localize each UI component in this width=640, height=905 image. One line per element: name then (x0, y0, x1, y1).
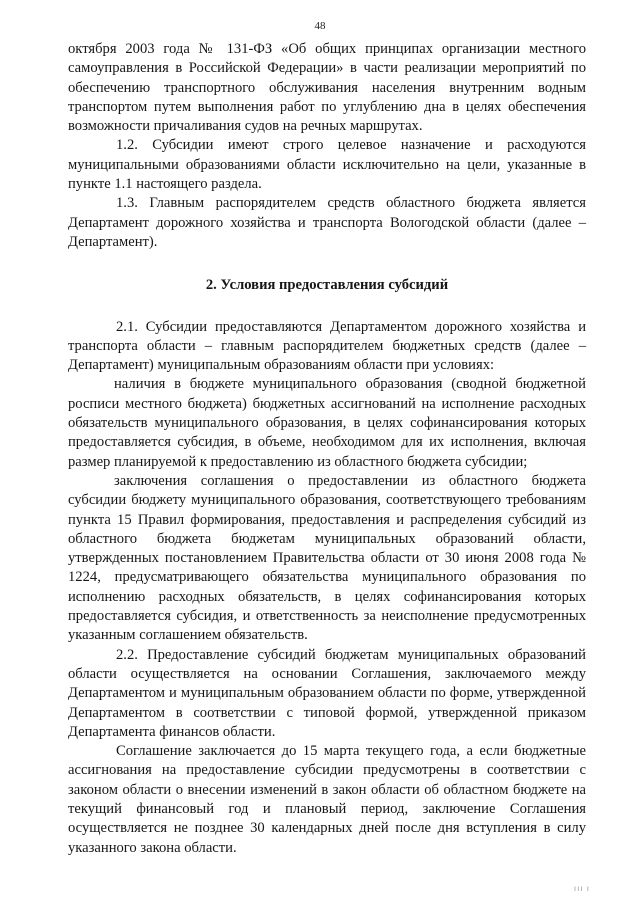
document-body (68, 40, 586, 858)
section-heading: 2. Условия предоставления субсидий (205, 277, 449, 294)
paragraph-agreement-deadline: Соглашение заключается до 15 марта текущего года, а если бюджетные ассигнования на предоставление субсидии предусмотрены в соответствии с законом области о внесении изменений в закон области об областном бюджете на текущий финансовый год и плановый период, заключение Соглашения осуществляется не позднее 30 календарных дней после дня вступления в силу указанного закона области. (68, 743, 586, 856)
condition-agreement: заключения соглашения о предоставлении из областного бюджета субсидии бюджету муниципального образования, соответствующего требованиям пункта 15 Правил формирования, предоставления и распределения субсидий из областного бюджета бюджетам муниципальных образований области, утвержденных постановлением Правительства области от 30 июня 2008 года № 1224, предусматривающего обязательства муниципального образования по исполнению расходных обязательств, в целях софинансирования которых предоставляется субсидия, и ответственность за неисполнение предусмотренных указанным соглашением обязательств. (68, 472, 586, 644)
paragraph-1-3: 1.3. Главным распорядителем средств областного бюджета является Департамент дорожного хозяйства и транспорта Вологодской области (далее – Департамент). (68, 195, 586, 250)
paragraph-1-2: 1.2. Субсидии имеют строго целевое назначение и расходуются муниципальными образованиями области исключительно на цели, указанные в пункте 1.1 настоящего раздела. (68, 137, 586, 193)
footer-mark: ııı ı (573, 884, 590, 893)
condition-budget: наличия в бюджете муниципального образования (сводной бюджетной росписи местного бюджета) бюджетных ассигнований на исполнение расходных обязательств муниципального образования, в целях софинансирования которых предоставляется субсидия, в объеме, необходимом для их исполнения, включая размер планируемой к предоставлению из областного бюджета субсидии; (68, 376, 586, 470)
paragraph-continuation: октября 2003 года № 131-ФЗ «Об общих принципах организации местного самоуправления в Российской Федерации» в части реализации мероприятий по обеспечению транспортного обслуживания населения внутренним водным транспортом путем выполнения работ по углублению дна в целях обеспечения возможности причаливания судов на речных маршрутах. (68, 41, 586, 135)
page-number: 48 (314, 20, 326, 32)
paragraph-2-1: 2.1. Субсидии предоставляются Департаментом дорожного хозяйства и транспорта области – главным распорядителем бюджетных средств (далее – Департамент) муниципальным образованиям области при условиях: (68, 318, 586, 374)
paragraph-2-2: 2.2. Предоставление субсидий бюджетам муниципальных образований области осуществляется на основании Соглашения, заключаемого между Департаментом и муниципальным образованием области по форме, утвержденной Департаментом в соответствии с типовой формой, утвержденной приказом Департамента финансов области. (68, 646, 586, 740)
